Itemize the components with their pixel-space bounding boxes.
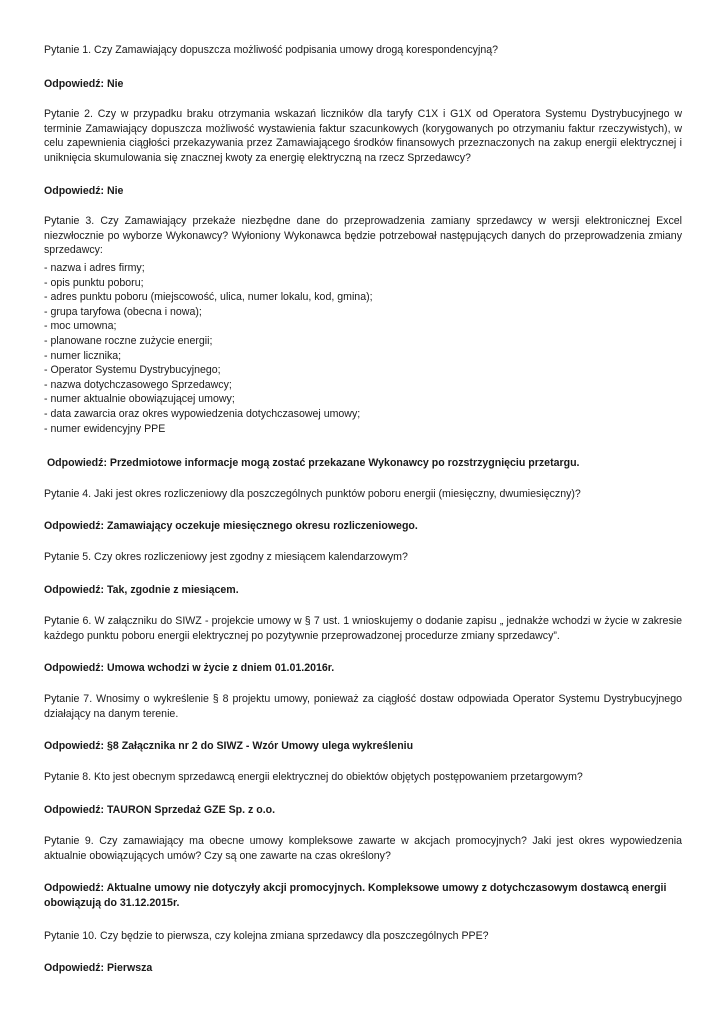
question-8: Pytanie 8. Kto jest obecnym sprzedawcą energii elektrycznej do obiektów objętych postępowaniem przetargowym? <box>44 771 583 783</box>
question-3: Pytanie 3. Czy Zamawiający przekaże niezbędne dane do przeprowadzenia zamiany sprzedawcy w wersji elektronicznej Excel niezwłocznie po wyborze Wykonawcy? Wyłoniony Wykonawca będzie potrzebował następujących danych do przeprowadzenia zmiany sprzedawcy: <box>44 215 682 257</box>
answer-5: Odpowiedź: Tak, zgodnie z miesiącem. <box>44 584 239 596</box>
question-9: Pytanie 9. Czy zamawiający ma obecne umowy kompleksowe zawarte w akcjach promocyjnych? Jaki jest okres wypowiedzenia aktualnie obowiązujących umów? Czy są one zawarte na czas określony? <box>44 835 682 862</box>
list-item: - nazwa i adres firmy; <box>44 262 145 274</box>
answer-6: Odpowiedź: Umowa wchodzi w życie z dniem 01.01.2016r. <box>44 662 335 674</box>
question-10: Pytanie 10. Czy będzie to pierwsza, czy kolejna zmiana sprzedawcy dla poszczególnych PPE? <box>44 930 489 942</box>
list-item: - planowane roczne zużycie energii; <box>44 334 213 347</box>
question-6: Pytanie 6. W załączniku do SIWZ - projekcie umowy w § 7 ust. 1 wnioskujemy o dodanie zapisu „ jednakże wchodzi w życie w zakresie każdego punktu poboru energii elektrycznej po pozytywnie przeprowadzonej procedurze zmiany sprzedawcy”. <box>44 615 682 642</box>
list-item: - numer licznika; <box>44 349 122 362</box>
question-5: Pytanie 5. Czy okres rozliczeniowy jest zgodny z miesiącem kalendarzowym? <box>44 551 408 563</box>
list-item: - numer aktualnie obowiązującej umowy; <box>44 393 235 406</box>
list-item: - adres punktu poboru (miejscowość, ulica, numer lokalu, kod, gmina); <box>44 291 373 304</box>
question-4: Pytanie 4. Jaki jest okres rozliczeniowy dla poszczególnych punktów poboru energii (miesięczny, dwumiesięczny)? <box>44 488 581 500</box>
question-3-list <box>44 261 682 436</box>
list-item: - Operator Systemu Dystrybucyjnego; <box>44 364 221 377</box>
list-item: - opis punktu poboru; <box>44 276 144 289</box>
question-7: Pytanie 7. Wnosimy o wykreślenie § 8 projektu umowy, ponieważ za ciągłość dostaw odpowiada Operator Systemu Dystrybucyjnego działający na danym terenie. <box>44 693 682 720</box>
list-item: - nazwa dotychczasowego Sprzedawcy; <box>44 378 232 391</box>
answer-1: Odpowiedź: Nie <box>44 78 124 90</box>
answer-4: Odpowiedź: Zamawiający oczekuje miesięcznego okresu rozliczeniowego. <box>44 520 418 532</box>
list-item: - data zawarcia oraz okres wypowiedzenia dotychczasowej umowy; <box>44 407 361 420</box>
list-item: - numer ewidencyjny PPE <box>44 422 166 435</box>
answer-2: Odpowiedź: Nie <box>44 185 124 197</box>
answer-10: Odpowiedź: Pierwsza <box>44 962 153 974</box>
question-1: Pytanie 1. Czy Zamawiający dopuszcza możliwość podpisania umowy drogą korespondencyjną? <box>44 44 498 56</box>
answer-9: Odpowiedź: Aktualne umowy nie dotyczyły akcji promocyjnych. Kompleksowe umowy z dotychczasowym dostawcą energii obowiązują do 31.12.2015r. <box>44 882 667 909</box>
answer-8: Odpowiedź: TAURON Sprzedaż GZE Sp. z o.o. <box>44 804 276 816</box>
answer-3: Odpowiedź: Przedmiotowe informacje mogą zostać przekazane Wykonawcy po rozstrzygnięciu przetargu. <box>44 457 580 469</box>
answer-7: Odpowiedź: §8 Załącznika nr 2 do SIWZ - Wzór Umowy ulega wykreśleniu <box>44 740 414 752</box>
list-item: - grupa taryfowa (obecna i nowa); <box>44 305 202 318</box>
list-item: - moc umowna; <box>44 320 117 333</box>
question-2: Pytanie 2. Czy w przypadku braku otrzymania wskazań liczników dla taryfy C1X i G1X od Operatora Systemu Dystrybucyjnego w terminie Zamawiający dopuszcza możliwość wystawienia faktur szacunkowych (korygowanych po otrzymaniu faktur rzeczywistych), w celu zapewnienia ciągłości przekazywania przez Zamawiającego środków finansowych przeznaczonych na zakup energii elektrycznej i uniknięcia skumulowania się znacznej kwoty za energię elektryczną na rzecz Sprzedawcy? <box>44 108 682 164</box>
